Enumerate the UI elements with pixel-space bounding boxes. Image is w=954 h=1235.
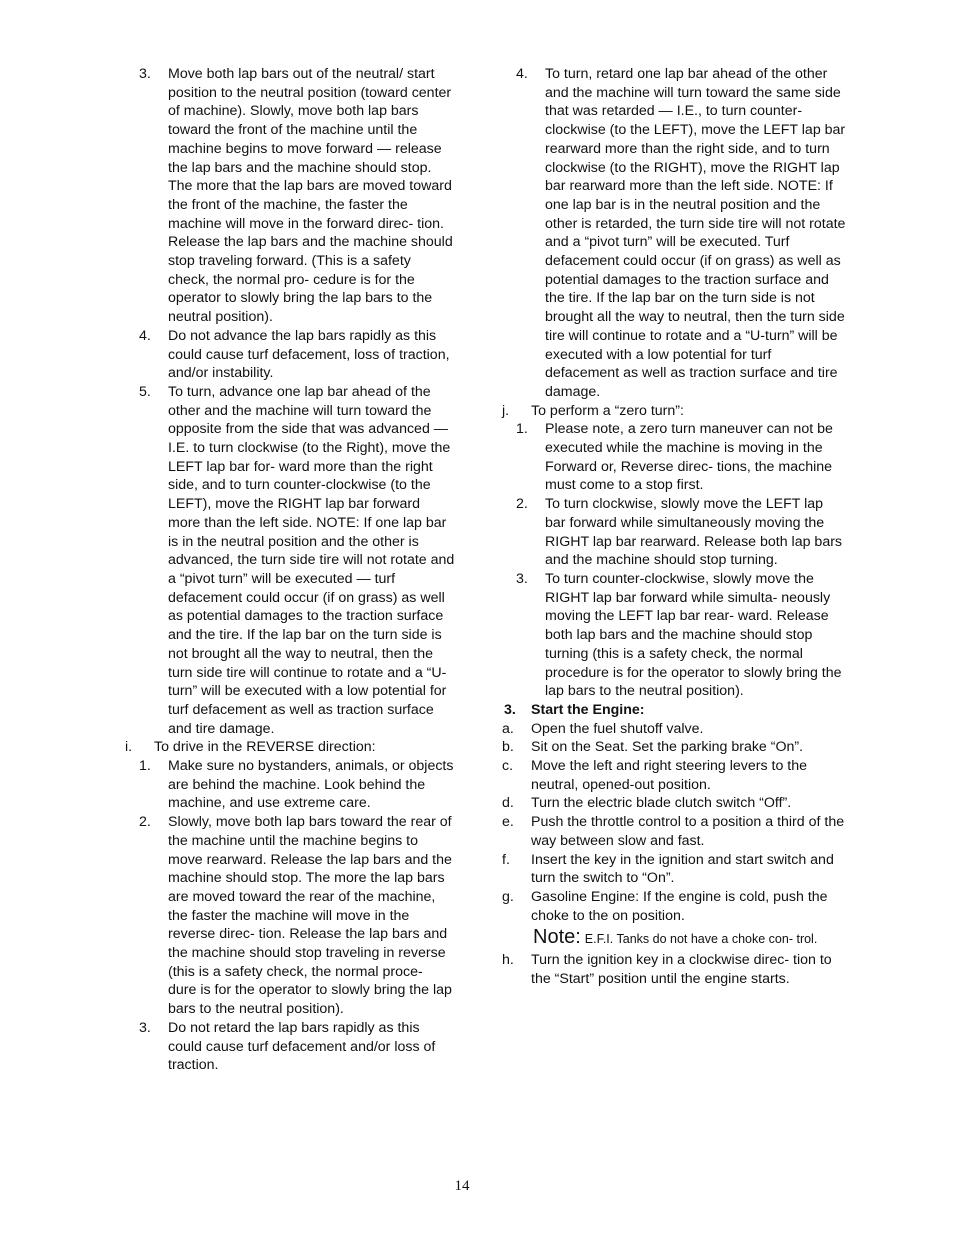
list-item [502, 495, 847, 570]
list-marker: a. [502, 720, 514, 737]
list-marker: j. [502, 402, 510, 419]
list-marker: 4. [139, 327, 151, 344]
list-item [125, 738, 455, 757]
list-marker: g. [502, 888, 514, 905]
list-item [502, 420, 847, 495]
left-column [125, 65, 455, 1075]
note [502, 927, 847, 949]
list-item [502, 570, 847, 701]
list-text: Push the throttle control to a position a third of the way between slow and fast. [531, 814, 845, 849]
list-marker: b. [502, 739, 514, 756]
list-text: Slowly, move both lap bars toward the rear of the machine until the machine begins to move rearward. Release the lap bars and the machine should stop. The more the lap bars are moved toward the rear of the machine, the faster the machine will move in the reverse direc- tion. Release the lap bars and the machine should stop traveling in reverse (this is a safety check, the normal proce- dure is for the operator to slowly bring the lap bars to the neutral position). [168, 814, 452, 1018]
start-engine-steps-continued [502, 951, 847, 988]
list-text: Do not advance the lap bars rapidly as this could cause turf defacement, loss of traction, and/or instability. [168, 327, 450, 382]
list-marker: 1. [516, 421, 528, 438]
list-item [502, 813, 847, 850]
list-marker: 3. [139, 66, 151, 82]
section-number: 3. [504, 701, 516, 718]
list-text: To turn counter-clockwise, slowly move the RIGHT lap bar forward while simulta- neously moving the LEFT lap bar rear- ward. Release both lap bars and the machine should stop turning (this is a safety check, the normal procedure is for the operator to slowly bring the lap bars to the neutral position). [545, 570, 842, 700]
list-item [125, 1019, 455, 1075]
list-text: Gasoline Engine: If the engine is cold, push the choke to the on position. [531, 888, 828, 924]
start-engine-steps [502, 720, 847, 926]
list-text: Move both lap bars out of the neutral/ start position to the neutral position (toward center of machine). Slowly, move both lap bars toward the front of the machine until the machine begins to move forward — release the lap bars and the machine should stop. The more that the lap bars are moved toward the front of the machine, the faster the machine will move in the forward direc- tion. Release the lap bars and the machine should stop traveling forward. (This is a safety check, the normal pro- cedure is for the operator to slowly bring the lap bars to the neutral position). [168, 66, 453, 326]
list-item [502, 794, 847, 813]
list-item [125, 383, 455, 738]
list-marker: 2. [516, 496, 528, 513]
list-marker: 1. [139, 758, 151, 775]
list-item [125, 65, 455, 327]
section-title: Start the Engine: [531, 701, 645, 718]
list-marker: 3. [516, 570, 528, 587]
list-text: Turn the ignition key in a clockwise direc- tion to the “Start” position until the engine starts. [531, 952, 832, 988]
list-item [502, 65, 847, 402]
list-item [125, 757, 455, 813]
list-item [502, 738, 847, 757]
list-marker: h. [502, 952, 514, 969]
list-text: Turn the electric blade clutch switch “Off”. [531, 795, 792, 812]
list-text: Move the left and right steering levers to the neutral, opened-out position. [531, 758, 808, 793]
section-heading-start-engine [502, 701, 847, 720]
list-marker: d. [502, 795, 514, 812]
list-text: To turn, retard one lap bar ahead of the other and the machine will turn toward the same side that was retarded — I.E., to turn counter-clockwise (to the LEFT), move the LEFT lap bar rearward more than the right side, and to turn clockwise (to the RIGHT), move the RIGHT lap bar rearward more than the left side. NOTE: If one lap bar is in the neutral position and the other is retarded, the turn side tire will not rotate and a “pivot turn” will be executed. Turf defacement could occur (if on grass) as well as potential damages to the traction surface and the tire. If the lap bar on the turn side is not brought all the way to neutral, then the turn side tire will continue to rotate and a “U-turn” will be executed with a low potential for turf defacement as well as traction surface and tire damage. [545, 66, 846, 400]
list-marker: 5. [139, 383, 151, 400]
list-text: Do not retard the lap bars rapidly as this could cause turf defacement and/or loss of traction. [168, 1019, 436, 1074]
list-marker: c. [502, 758, 514, 775]
note-label: Note: [533, 926, 581, 949]
list-marker: 3. [139, 1019, 151, 1036]
page-number: 14 [454, 1178, 470, 1194]
list-item [502, 720, 847, 739]
list-item [502, 851, 847, 888]
list-text: Please note, a zero turn maneuver can not be executed while the machine is moving in the Forward or, Reverse direc- tions, the machine must come to a stop first. [545, 421, 833, 494]
list-item [125, 327, 455, 383]
note-text: E.F.I. Tanks do not have a choke con- trol. [584, 932, 818, 947]
list-text: Insert the key in the ignition and start switch and turn the switch to “On”. [531, 851, 834, 887]
list-item [502, 757, 847, 794]
list-marker: i. [125, 739, 133, 756]
list-text: To turn clockwise, slowly move the LEFT lap bar forward while simultaneously moving the RIGHT lap bar rearward. Release both lap bars and the machine should stop turning. [545, 496, 843, 569]
list-marker: f. [502, 851, 510, 868]
list-marker: e. [502, 814, 514, 831]
zero-turn-list [502, 65, 847, 701]
list-marker: 2. [139, 814, 151, 831]
list-item [502, 888, 847, 925]
list-marker: 4. [516, 66, 528, 82]
list-text: To perform a “zero turn”: [531, 402, 684, 419]
list-item [502, 402, 847, 421]
right-column [502, 65, 847, 989]
list-text: Open the fuel shutoff valve. [531, 720, 704, 737]
list-text: Make sure no bystanders, animals, or objects are behind the machine. Look behind the machine, and use extreme care. [168, 758, 454, 812]
list-item [502, 951, 847, 988]
list-text: Sit on the Seat. Set the parking brake “On”. [531, 739, 804, 756]
list-text: To drive in the REVERSE direction: [154, 739, 376, 756]
list-text: To turn, advance one lap bar ahead of the other and the machine will turn toward the opposite from the side that was advanced — I.E. to turn clockwise (to the Right), move the LEFT lap bar for- ward more than the right side, and to turn counter-clockwise (to the LEFT), move the RIGHT lap bar forward more than the left side. NOTE: If one lap bar is in the neutral position and the other is advanced, the turn side tire will not rotate and a “pivot turn” will be executed — turf defacement could occur (if on grass) as well as potential damages to the traction surface and the tire. If the lap bar on the turn side is not brought all the way to neutral, then the turn side tire will continue to rotate and a “U-turn” will be executed with a low potential for turf defacement as well as traction surface and tire damage. [168, 383, 455, 737]
list-item [125, 813, 455, 1019]
